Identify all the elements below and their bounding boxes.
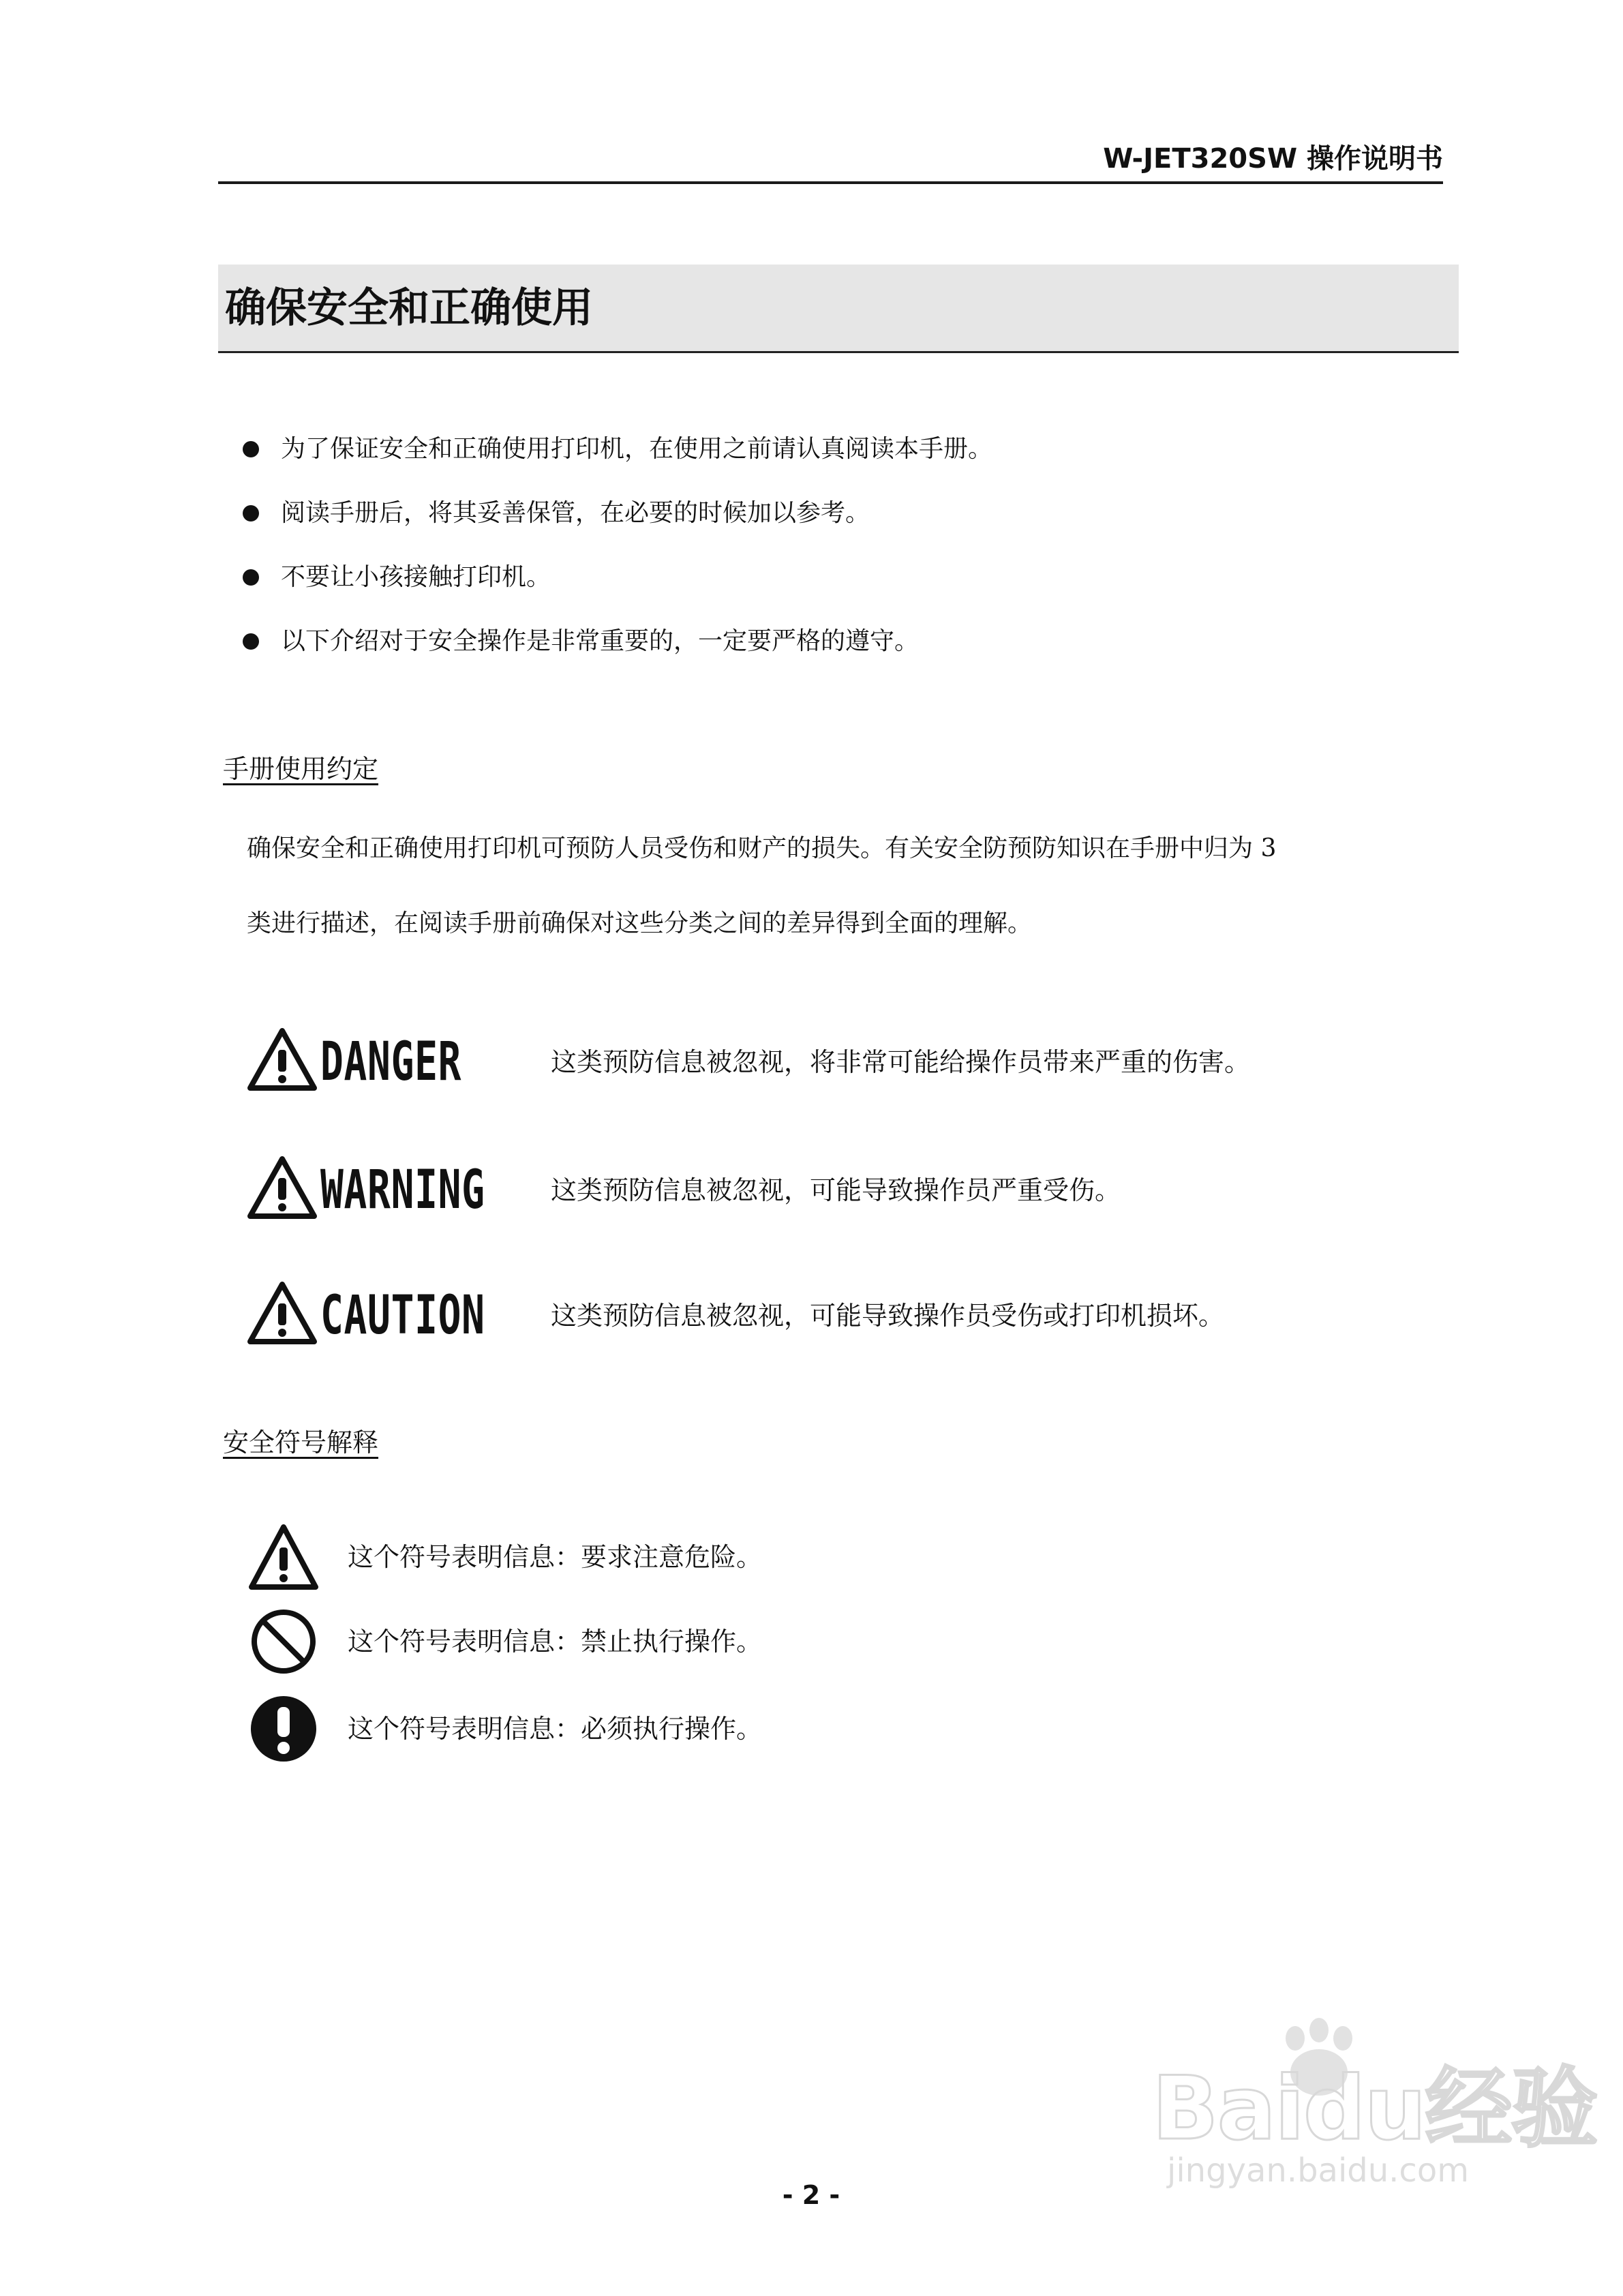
conventions-paragraph — [247, 811, 1460, 961]
signal-description: 这类预防信息被忽视，可能导致操作员严重受伤。 — [551, 1175, 1121, 1205]
signal-warning — [247, 1149, 1446, 1231]
conventions-heading: 手册使用约定 — [223, 754, 379, 784]
bullet-text: 不要让小孩接触打印机。 — [281, 563, 551, 591]
symbol-row-caution — [248, 1522, 1202, 1597]
warning-triangle-icon — [247, 1280, 318, 1346]
bullet-dot-icon — [243, 441, 259, 457]
warning-triangle-icon — [247, 1155, 318, 1220]
running-header — [218, 136, 1443, 184]
mandatory-action-icon — [248, 1693, 319, 1764]
bullet-item — [243, 489, 1442, 537]
warning-triangle-icon — [248, 1522, 319, 1592]
bullet-item — [243, 554, 1442, 601]
symbol-description: 这个符号表明信息：必须执行操作。 — [348, 1714, 763, 1744]
warning-triangle-icon — [247, 1027, 318, 1092]
bullet-dot-icon — [243, 633, 259, 650]
manual-title: W-JET320SW 操作说明书 — [1103, 143, 1443, 175]
section-title: 确保安全和正确使用 — [225, 284, 593, 332]
symbol-description: 这个符号表明信息：要求注意危险。 — [348, 1542, 763, 1572]
signal-description: 这类预防信息被忽视，将非常可能给操作员带来严重的伤害。 — [551, 1047, 1251, 1077]
paragraph-line: 类进行描述，在阅读手册前确保对这些分类之间的差异得到全面的理解。 — [247, 909, 1033, 937]
bullet-text: 阅读手册后，将其妥善保管，在必要的时候加以参考。 — [281, 499, 870, 527]
watermark-url: jingyan.baidu.com — [1167, 2151, 1469, 2190]
signal-word: DANGER — [320, 1031, 462, 1093]
bullet-item — [243, 618, 1442, 665]
bullet-item — [243, 425, 1442, 473]
bullet-dot-icon — [243, 569, 259, 586]
bullet-dot-icon — [243, 505, 259, 522]
signal-word: CAUTION — [320, 1285, 485, 1346]
paragraph-line: 确保安全和正确使用打印机可预防人员受伤和财产的损失。有关安全防预防知识在手册中归为 3 — [247, 834, 1277, 862]
signal-word: WARNING — [320, 1160, 485, 1221]
signal-caution — [247, 1275, 1446, 1357]
prohibition-icon — [248, 1606, 319, 1677]
page-number: - 2 - — [782, 2180, 840, 2210]
watermark-brand: Baidu经验 — [1152, 2058, 1597, 2160]
watermark — [1152, 2018, 1597, 2195]
symbols-heading: 安全符号解释 — [223, 1428, 379, 1457]
symbol-description: 这个符号表明信息：禁止执行操作。 — [348, 1627, 763, 1657]
signal-description: 这类预防信息被忽视，可能导致操作员受伤或打印机损坏。 — [551, 1301, 1225, 1331]
signal-danger — [247, 1021, 1446, 1103]
symbol-row-prohibition — [248, 1606, 1202, 1681]
bullet-text: 为了保证安全和正确使用打印机，在使用之前请认真阅读本手册。 — [281, 435, 993, 463]
symbol-row-mandatory — [248, 1693, 1202, 1768]
bullet-text: 以下介绍对于安全操作是非常重要的，一定要严格的遵守。 — [281, 627, 920, 655]
